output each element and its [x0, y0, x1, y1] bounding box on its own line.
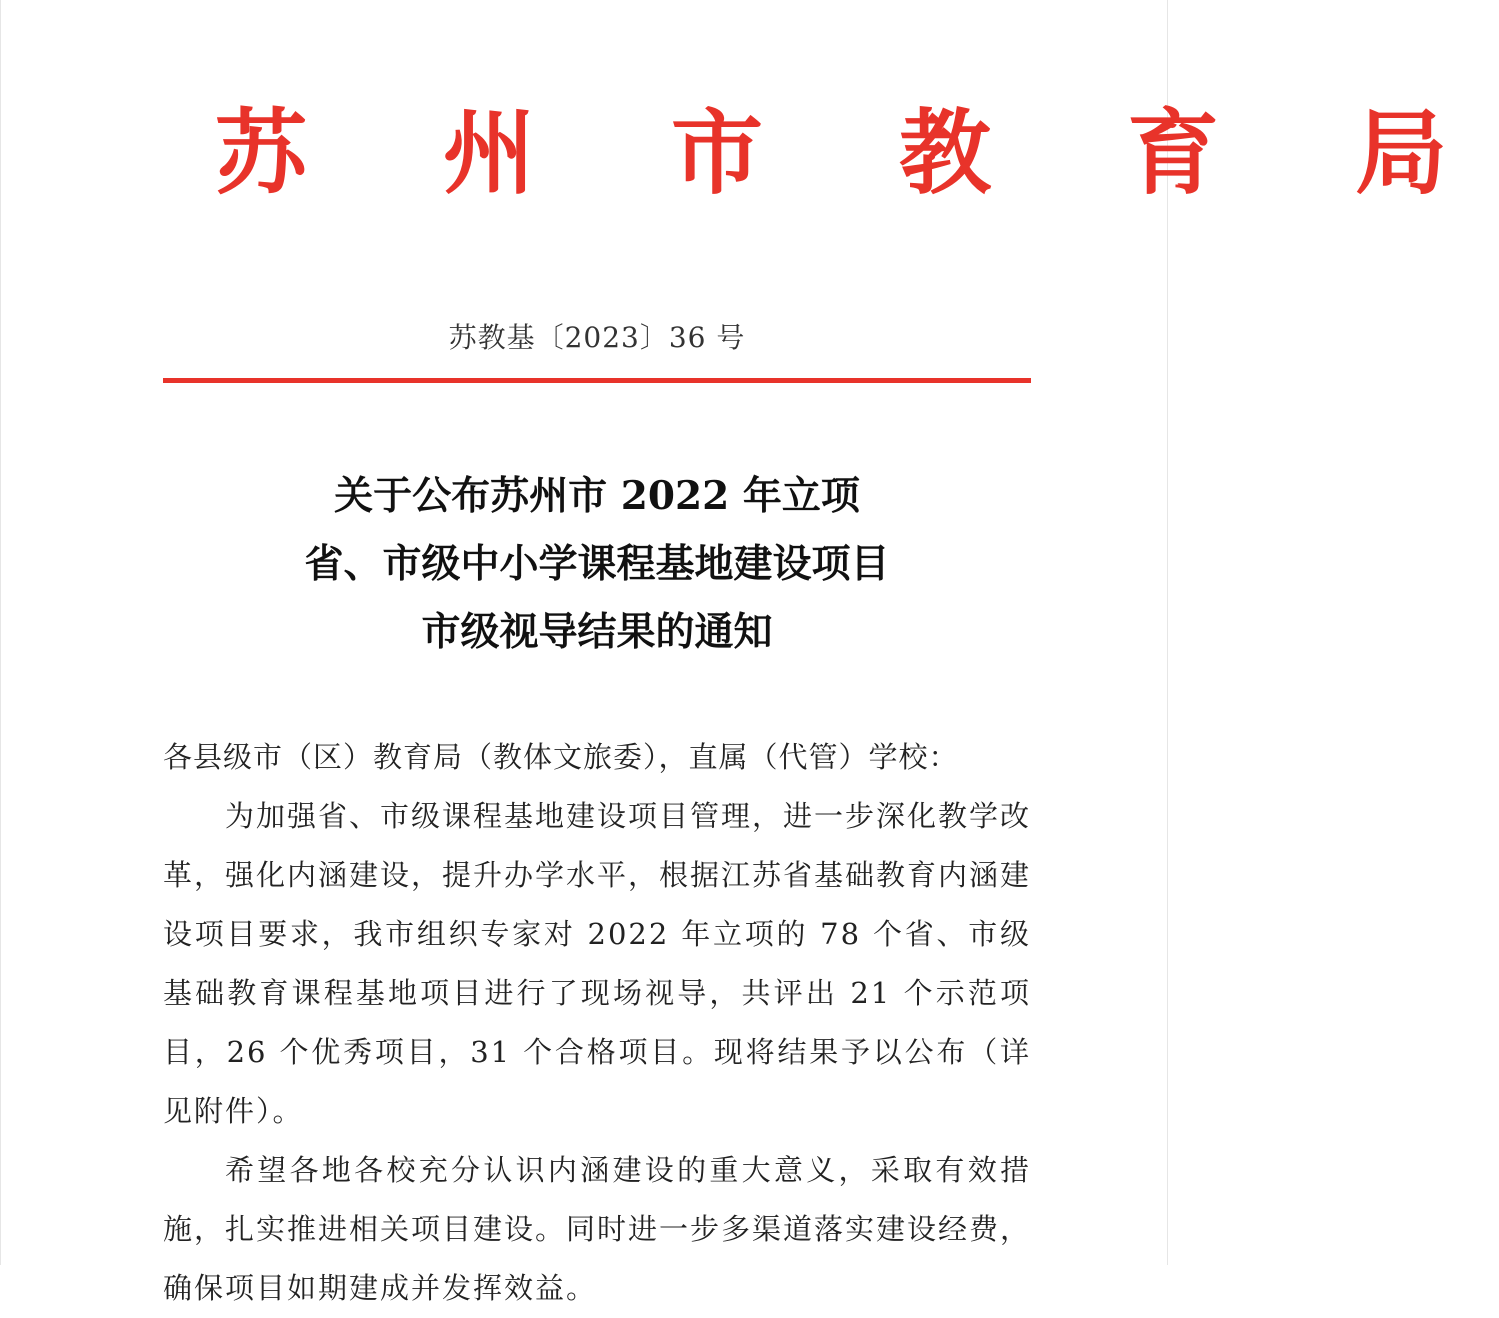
salutation: 各县级市（区）教育局（教体文旅委），直属（代管）学校：	[163, 740, 959, 774]
title-line-1: 关于公布苏州市 2022 年立项	[334, 473, 860, 519]
red-separator-line	[163, 378, 1031, 383]
document-title	[163, 462, 1031, 666]
document-number: 苏教基〔2023〕36 号	[448, 321, 746, 354]
issuing-authority-title: 苏 州 市 教 育 局	[215, 99, 1499, 207]
document-body	[163, 728, 1031, 1318]
title-line-2: 省、市级中小学课程基地建设项目	[304, 541, 890, 587]
body-paragraph-2: 希望各地各校充分认识内涵建设的重大意义，采取有效措施，扎实推进相关项目建设。同时进一步多渠道落实建设经费，确保项目如期建成并发挥效益。	[163, 1153, 1032, 1305]
title-line-3: 市级视导结果的通知	[421, 609, 773, 655]
body-paragraph-1: 为加强省、市级课程基地建设项目管理，进一步深化教学改革，强化内涵建设，提升办学水平，根据江苏省基础教育内涵建设项目要求，我市组织专家对 2022 年立项的 78 个省、市级基础教育课程基地项目进行了现场视导，共评出 21 个示范项目，26 个优秀项目，31 个合格项目。现将结果予以公布（详见附件）。	[163, 799, 1032, 1128]
